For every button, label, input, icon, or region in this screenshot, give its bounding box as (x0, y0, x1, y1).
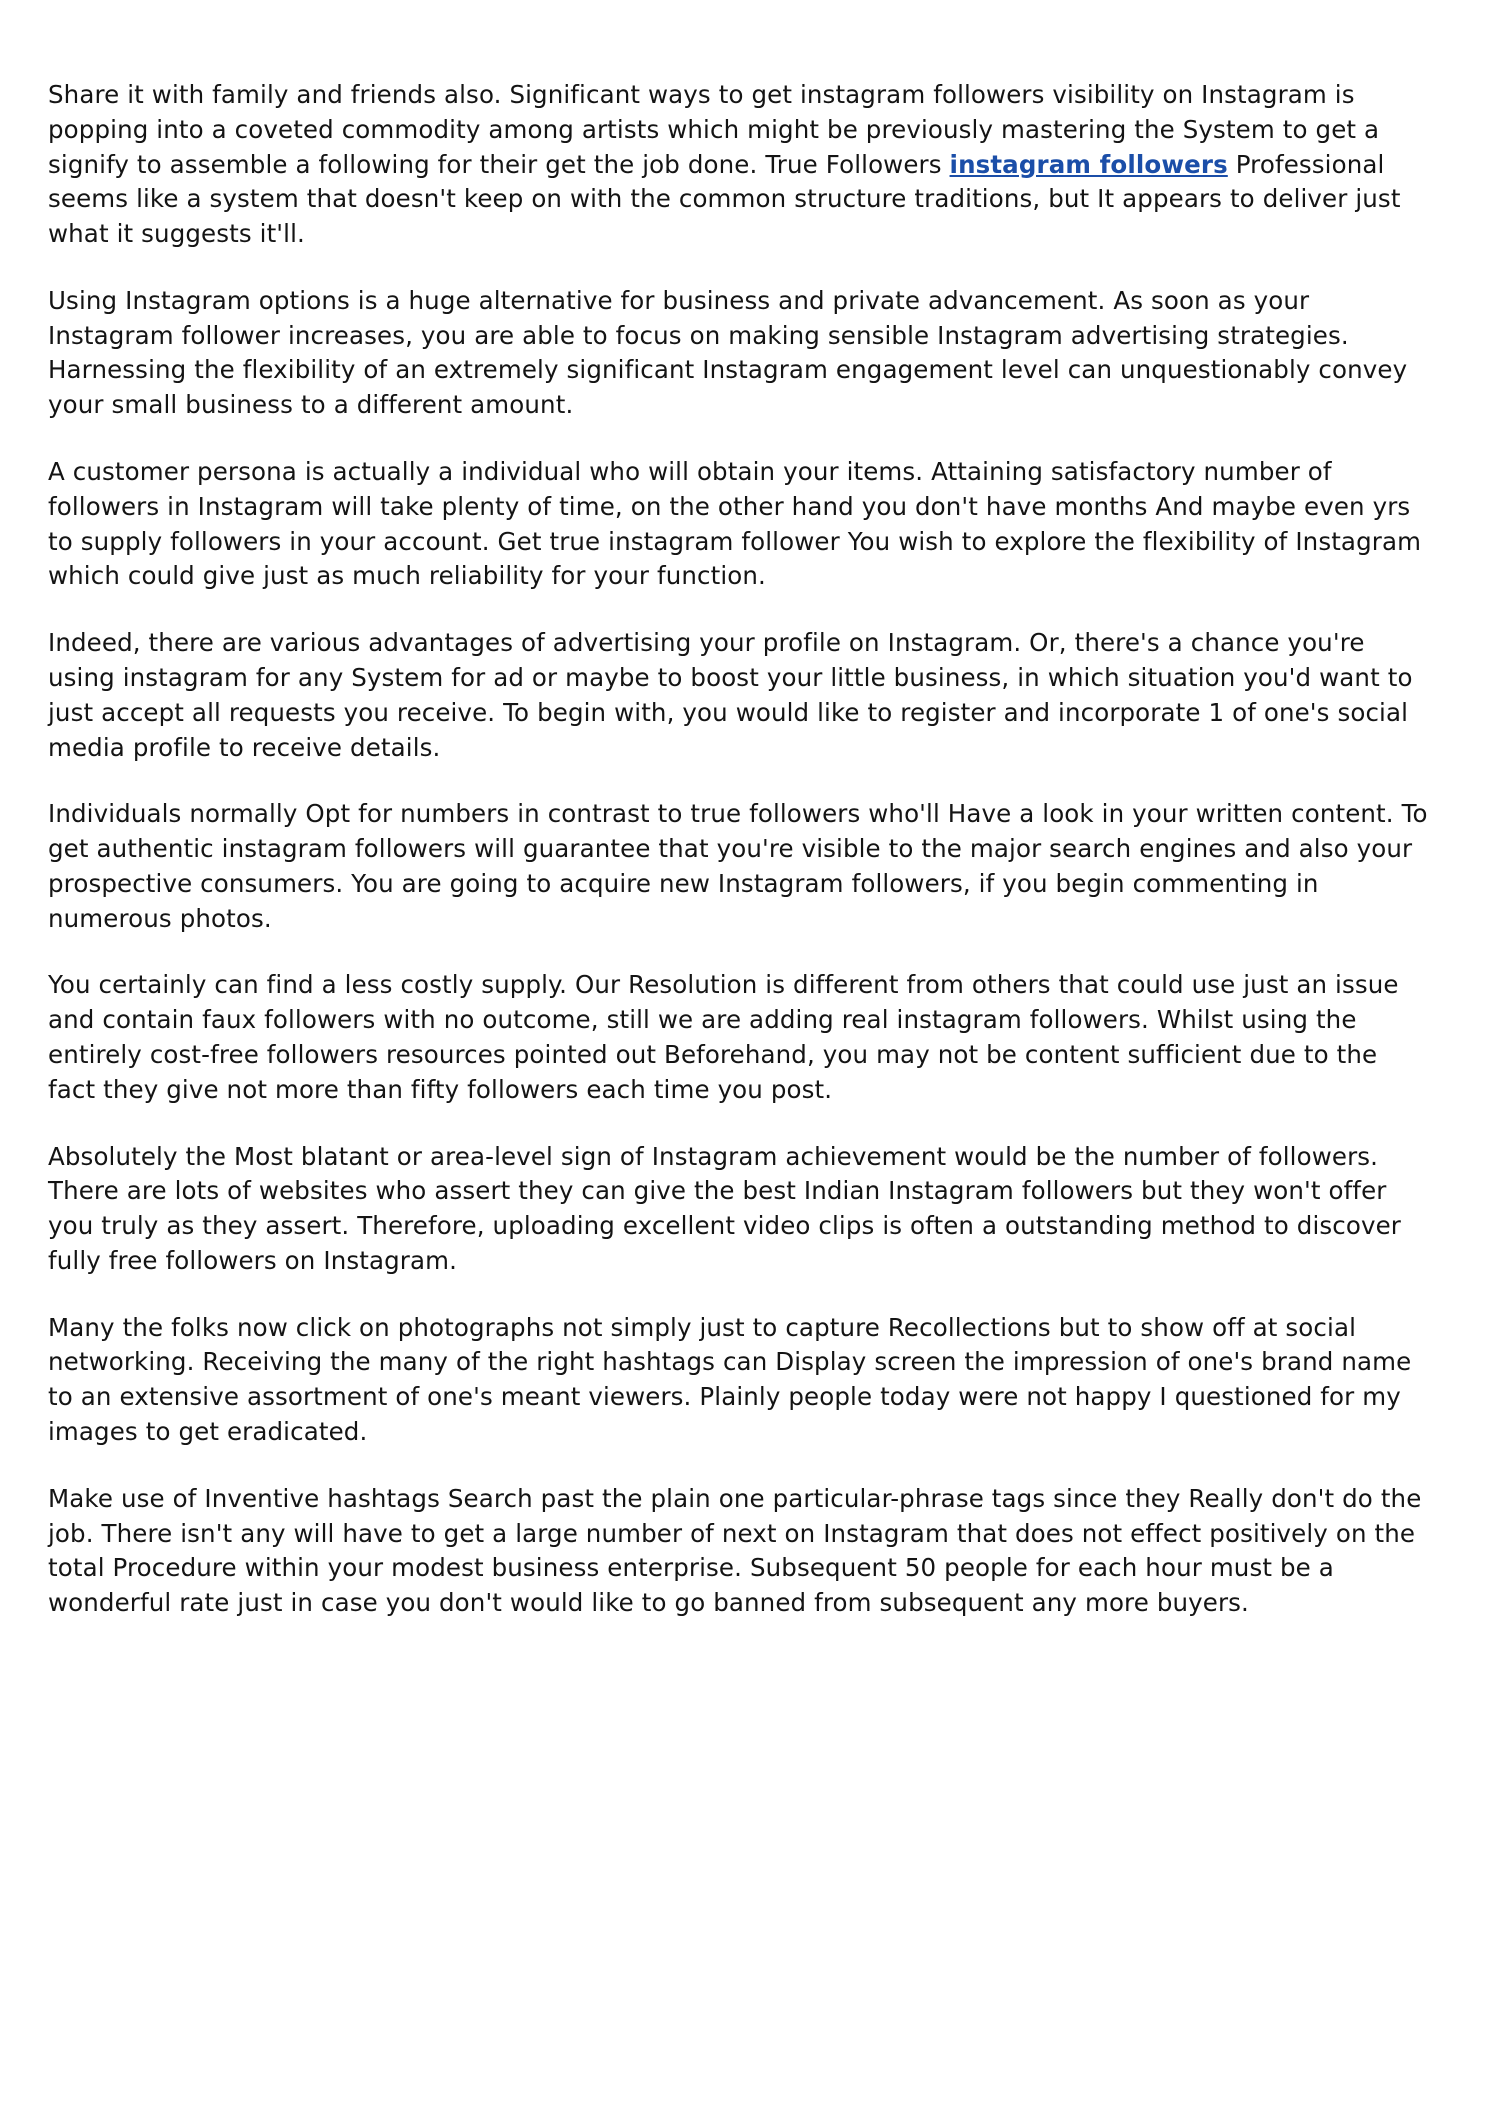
paragraph-2: Using Instagram options is a huge alternative for business and private advancement. As soon as your Instagram follower increases, you are able to focus on making sensible Instagram advertising strategies. Harnessing the flexibility of an extremely significant Instagram engagement level can unquestionably convey your small business to a different amount. (48, 285, 1408, 420)
paragraph-1 (48, 78, 1428, 252)
paragraph-7: Absolutely the Most blatant or area-level sign of Instagram achievement would be the number of followers. There are lots of websites who assert they can give the best Indian Instagram followers but they won't offer you truly as they assert. Therefore, uploading excellent video clips is often a outstanding method to discover fully free followers on Instagram. (48, 1141, 1401, 1275)
paragraph-8: Many the folks now click on photographs not simply just to capture Recollections but to show off at social networking. Receiving the many of the right hashtags can Display screen the impression of one's brand name to an extensive assortment of one's meant viewers. Plainly people today were not happy I questioned for my images to get eradicated. (48, 1312, 1412, 1446)
paragraph-9: Make use of Inventive hashtags Search past the plain one particular-phrase tags since they Really don't do the job. There isn't any will have to get a large number of next on Instagram that does not effect positively on the total Procedure within your modest business enterprise. Subsequent 50 people for each hour must be a wonderful rate just in case you don't would like to go banned from subsequent any more buyers. (48, 1483, 1422, 1618)
paragraph-5: Individuals normally Opt for numbers in contrast to true followers who'll Have a look in your written content. To get authentic instagram followers will guarantee that you're visible to the major search engines and also your prospective consumers. You are going to acquire new Instagram followers, if you begin commenting in numerous photos. (48, 799, 1428, 933)
paragraph-1-text-after: Professional seems like a system that doesn't keep on with the common structure traditions, but It appears to deliver just what it suggests it'll. (48, 149, 1401, 249)
paragraph-1-text-before: Share it with family and friends also. Significant ways to get instagram followers visibility on Instagram is popping into a coveted commodity among artists which might be previously mastering the System to get a signify to assemble a following for their get the job done. True Followers (48, 80, 1380, 179)
paragraph-6: You certainly can find a less costly supply. Our Resolution is different from others that could use just an issue and contain faux followers with no outcome, still we are adding real instagram followers. Whilst using the entirely cost-free followers resources pointed out Beforehand, you may not be content sufficient due to the fact they give not more than fifty followers each time you post. (48, 970, 1399, 1104)
paragraph-3: A customer persona is actually a individual who will obtain your items. Attaining satisfactory number of followers in Instagram will take plenty of time, on the other hand you don't have months And maybe even yrs to supply followers in your account. Get true instagram follower You wish to explore the flexibility of Instagram which could give just as much reliability for your function. (48, 457, 1422, 591)
paragraph-4: Indeed, there are various advantages of advertising your profile on Instagram. Or, there's a chance you're using instagram for any System for ad or maybe to boost your little business, in which situation you'd want to just accept all requests you receive. To begin with, you would like to register and incorporate 1 of one's social media profile to receive details. (48, 628, 1413, 762)
document-body (48, 78, 1428, 1621)
instagram-followers-link[interactable]: instagram followers (949, 149, 1228, 179)
